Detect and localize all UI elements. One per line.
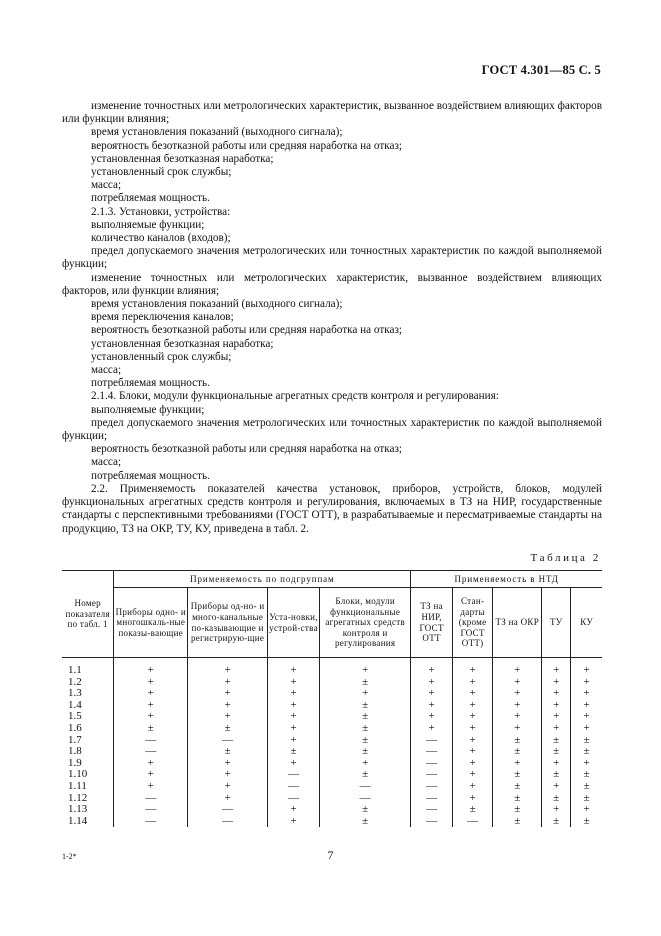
table-row [62,781,602,793]
table-cell: + [188,793,268,805]
table-cell: ± [493,746,542,758]
table-cell: ± [542,769,571,781]
paragraph: масса; [91,179,122,192]
row-number-cell: 1.11 [68,779,87,792]
table-cell: + [319,758,410,770]
table-cell: + [493,677,542,689]
table-cell: + [452,688,492,700]
table-cell: ± [571,735,602,747]
table-cell: — [188,816,268,828]
table-cell: — [188,804,268,816]
table-cell: ± [268,746,320,758]
table-cell: + [542,758,571,770]
table-cell: ± [542,735,571,747]
table-cell: ± [542,816,571,828]
row-number-cell: 1.14 [68,814,88,827]
table-cell: + [542,711,571,723]
table-cell: + [452,723,492,735]
table-cell: + [452,700,492,712]
table-cell: — [268,769,320,781]
table-row [62,658,602,677]
table-row [62,816,602,828]
table-cell: + [411,723,453,735]
table-cell: + [319,658,410,677]
table-cell: + [268,723,320,735]
paragraph: изменение точностных или метрологических характеристик, вызванное воздействием влияющих факторов или функции влияния; [62,100,602,126]
table-cell: + [493,700,542,712]
table-cell: — [411,804,453,816]
table-cell: — [452,816,492,828]
table-cell: ± [571,746,602,758]
table-cell: + [268,700,320,712]
paragraph: 2.1.3. Установки, устройства: [91,205,231,218]
table-cell: ± [319,746,410,758]
table-cell: + [188,758,268,770]
paragraph: вероятность безотказной работы или средняя наработка на отказ; [91,443,402,456]
table-cell: + [542,700,571,712]
table-cell: + [268,677,320,689]
table-cell: + [188,711,268,723]
table-row [62,677,602,689]
table-cell: ± [493,781,542,793]
table-cell: ± [319,723,410,735]
paragraph: масса; [91,456,122,469]
table-cell: + [268,758,320,770]
group-header-subgroups: Применяемость по подгруппам [114,571,411,588]
table-caption: Таблица 2 [530,552,601,564]
table-cell: — [114,816,188,828]
table-cell: ± [319,735,410,747]
table-cell: ± [319,769,410,781]
table-cell: — [319,781,410,793]
table-cell: + [571,658,602,677]
table-cell: — [114,804,188,816]
paragraph: предел допускаемого значения метрологических или точностных характеристик по каждой выполняемой функции; [62,416,602,443]
row-number-cell: 1.9 [68,756,82,769]
table-cell: ± [493,735,542,747]
table-cell: + [188,700,268,712]
table-row [62,711,602,723]
table-cell: — [411,793,453,805]
paragraph: вероятность безотказной работы или средняя наработка на отказ; [91,139,402,152]
page-header: ГОСТ 4.301—85 С. 5 [481,63,601,77]
table-cell: + [114,711,188,723]
col-header-standards: Стан-дарты (кроме ГОСТ ОТТ) [452,588,492,658]
table-cell: + [571,677,602,689]
col-header-tz-okr: ТЗ на ОКР [493,588,542,658]
table-cell: — [411,769,453,781]
paragraph: количество каналов (входов); [91,232,231,245]
table-cell: ± [188,746,268,758]
table-cell: + [452,658,492,677]
table-cell: — [268,781,320,793]
table-row [62,793,602,805]
table-cell: + [542,658,571,677]
table-cell: + [268,658,320,677]
col-header-blocks-modules: Блоки, модули функциональные агрегатных средств контроля и регулирования [319,588,410,658]
table-cell: + [452,746,492,758]
table-cell: + [268,804,320,816]
table-cell: + [452,711,492,723]
paragraph: изменение точностных или метрологических характеристик, вызванное воздействием влияющих факторов, или функции влияния; [62,271,602,297]
table-cell: ± [452,804,492,816]
paragraph: установленный срок службы; [91,166,232,179]
table-cell: — [268,793,320,805]
table-cell: + [188,658,268,677]
paragraph: установленный срок службы; [91,350,232,363]
table-cell: + [452,758,492,770]
table-cell: — [188,735,268,747]
table-cell: + [493,658,542,677]
row-number-cell: 1.7 [68,733,82,746]
table-cell: + [319,688,410,700]
row-number-cell: 1.8 [68,745,82,758]
table-cell: + [114,758,188,770]
table-cell: + [452,781,492,793]
table-cell: ± [542,746,571,758]
table-cell: + [114,781,188,793]
table-cell: + [452,793,492,805]
row-number-cell: 1.10 [68,768,88,781]
table-cell: — [411,816,453,828]
col-header-installations: Уста-новки, устрой-ства [268,588,320,658]
row-number-cell: 1.6 [68,721,82,734]
table-cell: + [114,769,188,781]
paragraph: выполняемые функции; [91,218,205,231]
table-cell: + [188,677,268,689]
table-cell: + [452,735,492,747]
table-cell: + [188,781,268,793]
table-cell: + [493,688,542,700]
row-number-cell: 1.2 [68,675,82,688]
paragraph: 2.1.4. Блоки, модули функциональные агрегатных средств контроля и регулирования: [91,390,499,403]
paragraph: потребляемая мощность. [91,192,210,205]
col-header-tz-nir: ТЗ на НИР, ГОСТ ОТТ [411,588,453,658]
body-text [62,100,602,536]
table-cell: ± [188,723,268,735]
table-cell: + [571,700,602,712]
table-cell: + [542,677,571,689]
row-number-cell: 1.12 [68,791,88,804]
col-header-ku: КУ [571,588,602,658]
table-cell: + [493,711,542,723]
table-cell: + [411,677,453,689]
table-cell: + [542,688,571,700]
table-cell: ± [319,677,410,689]
table-cell: ± [319,711,410,723]
footer-signature: 1-2* [62,852,77,861]
table-cell: — [411,781,453,793]
table-cell: — [411,746,453,758]
table-row [62,758,602,770]
table-cell: + [411,700,453,712]
paragraph: установленная безотказная наработка; [91,337,274,350]
table-cell: ± [319,816,410,828]
paragraph: предел допускаемого значения метрологических или точностных характеристик по каждой выполняемой функции; [62,245,602,271]
table-cell: + [571,804,602,816]
table-cell: + [452,769,492,781]
table-cell: ± [319,804,410,816]
row-number-cell: 1.1 [68,664,82,676]
paragraph: масса; [91,364,122,377]
table-cell: + [114,658,188,677]
table-row [62,723,602,735]
table-body [62,658,602,828]
paragraph: вероятность безотказной работы или средняя наработка на отказ; [91,324,402,337]
table-cell: + [114,688,188,700]
col-header-instruments-channel: Приборы од-но- и много-канальные по-казывающие и регистрирую-щие [188,588,268,658]
table-cell: + [188,688,268,700]
table-row [62,735,602,747]
table-cell: + [542,781,571,793]
table-cell: — [114,746,188,758]
paragraph: выполняемые функции; [91,403,205,416]
table-cell: + [571,758,602,770]
group-header-ntd: Применяемость в НТД [411,571,602,588]
table-cell: + [571,723,602,735]
table-cell: + [493,758,542,770]
row-number-cell: 1.5 [68,710,82,723]
table-cell: + [268,711,320,723]
table-cell: ± [571,793,602,805]
table-cell: ± [571,816,602,828]
page-number: 7 [327,848,334,862]
table-cell: + [452,677,492,689]
table-row [62,769,602,781]
table-cell: ± [571,769,602,781]
table-row [62,804,602,816]
table-cell: + [411,711,453,723]
table-cell: ± [493,804,542,816]
table-cell: — [114,793,188,805]
paragraph: потребляемая мощность. [91,469,210,482]
table-cell: + [542,804,571,816]
table-cell: — [114,735,188,747]
paragraph: потребляемая мощность. [91,377,210,390]
table-cell: ± [493,769,542,781]
table-cell: + [114,677,188,689]
table-row [62,746,602,758]
paragraph: время установления показаний (выходного сигнала); [91,126,343,139]
table-2 [62,570,602,827]
table-cell: + [411,688,453,700]
col-header-number: Номер показателя по табл. 1 [62,571,114,658]
table-cell: — [411,735,453,747]
table-cell: ± [493,816,542,828]
table-cell: + [268,816,320,828]
table-cell: — [319,793,410,805]
table-cell: + [542,723,571,735]
paragraph: установленная безотказная наработка; [91,152,274,165]
table-cell: + [571,688,602,700]
row-number-cell: 1.3 [68,687,82,700]
table-cell: ± [493,793,542,805]
col-header-tu: ТУ [542,588,571,658]
paragraph: 2.2. Применяемость показателей качества установок, приборов, устройств, блоков, модулей функциональных агрегатных средств контроля и регулирования, включаемых в ТЗ на НИР, государственные стандарты с перспективными требованиями (ГОСТ ОТТ), в разрабатываемые и пересматриваемые стандарты на продукцию, ТЗ на ОКР, ТУ, КУ, приведена в табл. 2. [62,482,602,535]
table-cell: + [268,735,320,747]
table-cell: ± [114,723,188,735]
table-cell: ± [571,781,602,793]
table-cell: — [411,758,453,770]
table-cell: ± [542,793,571,805]
paragraph: время установления показаний (выходного сигнала); [91,298,343,311]
table-cell: ± [319,700,410,712]
table-cell: + [411,658,453,677]
table-row [62,688,602,700]
table-cell: + [571,711,602,723]
row-number-cell: 1.13 [68,803,88,816]
table-cell: + [268,688,320,700]
paragraph: время переключения каналов; [91,311,234,324]
table-cell: + [188,769,268,781]
col-header-instruments-scale: Приборы одно- и многошкаль-ные показы-вающие [114,588,188,658]
table-row [62,700,602,712]
table-cell: + [493,723,542,735]
row-number-cell: 1.4 [68,698,82,711]
table-cell: + [114,700,188,712]
